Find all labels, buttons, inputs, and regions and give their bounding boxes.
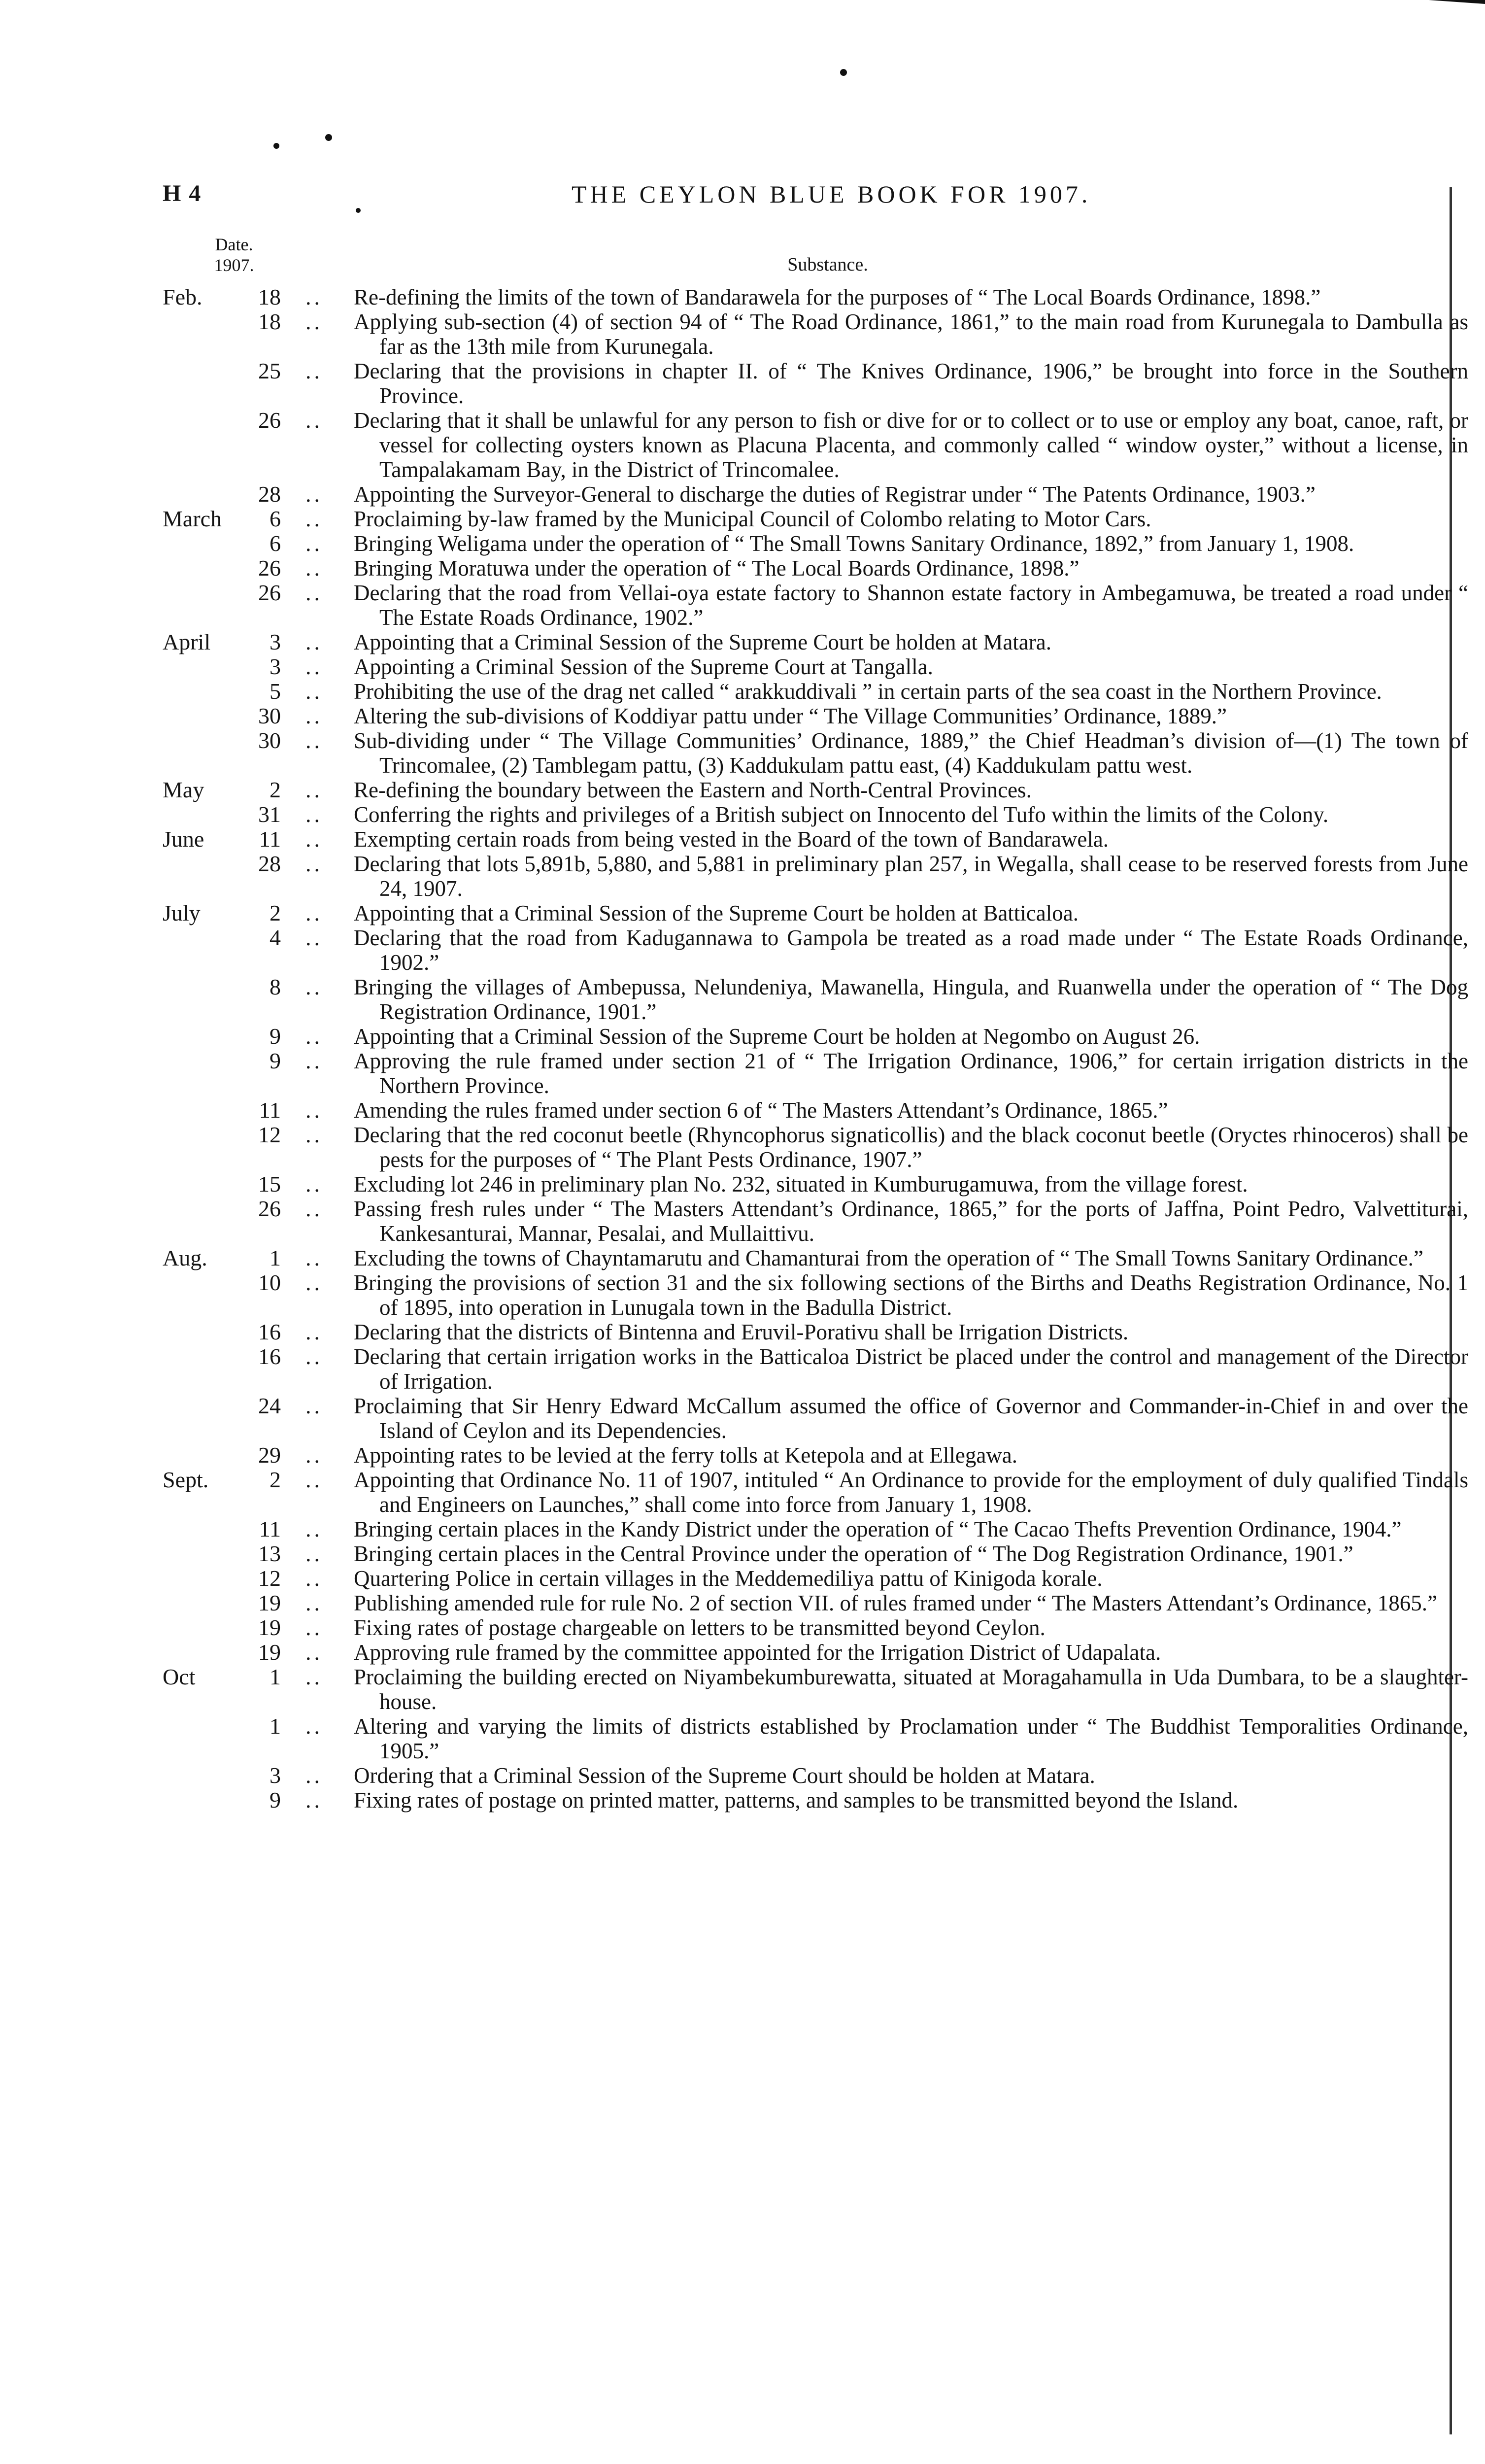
entry-text: Appointing that a Criminal Session of the Supreme Court be holden at Matara. — [354, 630, 1051, 654]
page-corner-mark — [1411, 0, 1485, 19]
entry-day: 2 — [270, 777, 281, 802]
gazette-entry — [148, 358, 1468, 408]
gazette-entry — [148, 1640, 1439, 1665]
entry-text: Bringing the villages of Ambepussa, Nelundeniya, Mawanella, Hingula, and Ruanwella under the operation of “ The Dog Registration Ordinance, 1901.” — [354, 975, 1468, 1024]
entry-text: Appointing that a Criminal Session of the Supreme Court be holden at Negombo on August 26. — [354, 1024, 1200, 1049]
gazette-entry — [148, 704, 1439, 728]
entry-month: Sept. — [163, 1467, 209, 1492]
entry-text: Appointing the Surveyor-General to discharge the duties of Registrar under “ The Patents Ordinance, 1903.” — [354, 482, 1316, 507]
entry-text: Declaring that certain irrigation works in the Batticaloa District be placed under the control and management of the Director of Irrigation. — [354, 1344, 1468, 1394]
gazette-entry — [148, 408, 1468, 482]
gazette-entry — [148, 1098, 1439, 1123]
entry-text: Bringing certain places in the Central Province under the operation of “ The Dog Registration Ordinance, 1901.” — [354, 1541, 1353, 1566]
leader-dots: .. — [305, 1467, 323, 1492]
ink-speck — [273, 143, 279, 149]
leader-dots: .. — [305, 728, 323, 753]
leader-dots: .. — [305, 1516, 323, 1541]
entry-text: Bringing certain places in the Kandy District under the operation of “ The Cacao Thefts Prevention Ordinance, 1904.” — [354, 1517, 1402, 1541]
entry-day: 25 — [258, 358, 281, 383]
entry-month: May — [163, 777, 204, 802]
gazette-entry — [148, 1443, 1439, 1468]
leader-dots: .. — [305, 309, 323, 334]
entry-day: 9 — [270, 1048, 281, 1073]
page-reference: H 4 — [163, 180, 202, 206]
entry-text: Declaring that the road from Kadugannawa to Gampola be treated as a road made under “ The Estate Roads Ordinance, 1902.” — [354, 925, 1468, 975]
leader-dots: .. — [305, 1664, 323, 1689]
entry-day: 26 — [258, 1196, 281, 1221]
gazette-entry — [148, 1393, 1468, 1443]
entry-text: Appointing that a Criminal Session of the Supreme Court be holden at Batticaloa. — [354, 901, 1079, 925]
entry-text: Conferring the rights and privileges of a British subject on Innocento del Tufo within the limits of the Colony. — [354, 802, 1329, 827]
entry-day: 4 — [270, 925, 281, 950]
entry-day: 30 — [258, 703, 281, 728]
leader-dots: .. — [305, 580, 323, 605]
leader-dots: .. — [305, 629, 323, 654]
entry-text: Altering the sub-divisions of Koddiyar pattu under “ The Village Communities’ Ordinance, 1889.” — [354, 704, 1227, 728]
leader-dots: .. — [305, 1319, 323, 1344]
entry-text: Appointing a Criminal Session of the Supreme Court at Tangalla. — [354, 654, 933, 679]
leader-dots: .. — [305, 1344, 323, 1369]
gazette-entry — [148, 1048, 1468, 1098]
entry-text: Re-defining the boundary between the Eastern and North-Central Provinces. — [354, 778, 1032, 802]
leader-dots: .. — [305, 284, 323, 309]
entry-day: 28 — [258, 851, 281, 876]
leader-dots: .. — [305, 1196, 323, 1221]
entry-text: Bringing Weligama under the operation of “ The Small Towns Sanitary Ordinance, 1892,” from January 1, 1908. — [354, 531, 1354, 556]
entry-month: June — [163, 826, 204, 852]
leader-dots: .. — [305, 408, 323, 433]
entry-text: Publishing amended rule for rule No. 2 of section VII. of rules framed under “ The Masters Attendant’s Ordinance, 1865.” — [354, 1591, 1438, 1615]
leader-dots: .. — [305, 481, 323, 507]
entry-day: 10 — [258, 1270, 281, 1295]
leader-dots: .. — [305, 654, 323, 679]
gazette-entry — [148, 556, 1439, 581]
gazette-entry — [148, 507, 1439, 531]
entry-text: Excluding lot 246 in preliminary plan No. 232, situated in Kumburugamuwa, from the village forest. — [354, 1172, 1248, 1197]
leader-dots: .. — [305, 1024, 323, 1049]
ink-speck — [325, 134, 332, 141]
page-header — [163, 180, 1444, 214]
entry-day: 16 — [258, 1319, 281, 1344]
gazette-entry — [148, 728, 1468, 778]
entry-day: 1 — [270, 1245, 281, 1270]
entry-text: Altering and varying the limits of districts established by Proclamation under “ The Buddhist Temporalities Ordinance, 1905.” — [354, 1714, 1468, 1763]
gazette-entry — [148, 1270, 1468, 1320]
entry-month: Feb. — [163, 284, 202, 309]
leader-dots: .. — [305, 1541, 323, 1566]
entry-day: 2 — [270, 900, 281, 925]
entry-day: 29 — [258, 1442, 281, 1468]
entry-text: Declaring that the districts of Bintenna and Eruvil-Porativu shall be Irrigation Districts. — [354, 1320, 1129, 1344]
substance-column-heading: Substance. — [787, 254, 868, 275]
entry-text: Re-defining the limits of the town of Bandarawela for the purposes of “ The Local Boards Ordinance, 1898.” — [354, 285, 1321, 309]
gazette-entry — [148, 1788, 1439, 1813]
entry-day: 11 — [259, 1516, 281, 1541]
gazette-entry — [148, 1566, 1439, 1591]
entry-text: Declaring that the road from Vellai-oya estate factory to Shannon estate factory in Ambegamuwa, be treated a road under “ The Estate Roads Ordinance, 1902.” — [354, 581, 1468, 630]
entry-text: Declaring that the provisions in chapter II. of “ The Knives Ordinance, 1906,” be brought into force in the Southern Province. — [354, 359, 1468, 408]
gazette-entry — [148, 1024, 1439, 1049]
leader-dots: .. — [305, 900, 323, 925]
gazette-entry — [148, 1517, 1439, 1541]
entry-text: Excluding the towns of Chayntamarutu and Chamanturai from the operation of “ The Small Towns Sanitary Ordinance.” — [354, 1246, 1423, 1270]
gazette-entry — [148, 679, 1439, 704]
leader-dots: .. — [305, 1097, 323, 1123]
entry-day: 1 — [270, 1713, 281, 1739]
gazette-entry — [148, 1763, 1439, 1788]
entry-month: March — [163, 506, 222, 531]
entry-text: Fixing rates of postage chargeable on letters to be transmitted beyond Ceylon. — [354, 1615, 1046, 1640]
entry-day: 19 — [258, 1640, 281, 1665]
entry-text: Appointing that Ordinance No. 11 of 1907, intituled “ An Ordinance to provide for the employment of duly qualified Tindals and Engineers on Launches,” shall come into force from January 1, 1908. — [354, 1468, 1468, 1517]
entry-day: 30 — [258, 728, 281, 753]
entry-day: 9 — [270, 1787, 281, 1813]
leader-dots: .. — [305, 1270, 323, 1295]
gazette-entry — [148, 531, 1439, 556]
entries-list — [148, 284, 1468, 1813]
leader-dots: .. — [305, 1787, 323, 1813]
gazette-entry — [148, 925, 1468, 975]
entry-text: Amending the rules framed under section 6 of “ The Masters Attendant’s Ordinance, 1865.” — [354, 1098, 1168, 1123]
leader-dots: .. — [305, 703, 323, 728]
leader-dots: .. — [305, 925, 323, 950]
entry-day: 26 — [258, 580, 281, 605]
entry-day: 24 — [258, 1393, 281, 1418]
entry-text: Declaring that it shall be unlawful for any person to fish or dive for or to collect or to use or employ any boat, canoe, raft, or vessel for collecting oysters known as Placuna Placenta, and commonly called “ window oyster,” without a license, in Tampalakamam Bay, in the District of Trincomalee. — [354, 408, 1468, 482]
entry-day: 1 — [270, 1664, 281, 1689]
entry-day: 26 — [258, 555, 281, 581]
entry-text: Proclaiming the building erected on Niyambekumburewatta, situated at Moragahamulla in Uda Dumbara, to be a slaughter-house. — [354, 1665, 1468, 1714]
entry-day: 5 — [270, 679, 281, 704]
entry-day: 16 — [258, 1344, 281, 1369]
leader-dots: .. — [305, 1566, 323, 1591]
gazette-entry — [148, 1615, 1439, 1640]
leader-dots: .. — [305, 358, 323, 383]
entry-month: April — [163, 629, 211, 654]
entry-day: 12 — [258, 1122, 281, 1147]
leader-dots: .. — [305, 1171, 323, 1197]
gazette-entry — [148, 580, 1468, 630]
entry-text: Bringing Moratuwa under the operation of “ The Local Boards Ordinance, 1898.” — [354, 556, 1080, 581]
entry-month: Aug. — [163, 1245, 207, 1270]
gazette-entry — [148, 851, 1468, 901]
entry-day: 11 — [259, 1097, 281, 1123]
ink-speck — [840, 69, 847, 76]
entry-text: Appointing rates to be levied at the ferry tolls at Ketepola and at Ellegawa. — [354, 1443, 1018, 1468]
leader-dots: .. — [305, 802, 323, 827]
gazette-entry — [148, 1467, 1468, 1517]
gazette-entry — [148, 1664, 1468, 1714]
entry-text: Fixing rates of postage on printed matter, patterns, and samples to be transmitted beyond the Island. — [354, 1788, 1239, 1813]
gazette-entry — [148, 654, 1439, 679]
entry-text: Sub-dividing under “ The Village Communities’ Ordinance, 1889,” the Chief Headman’s division of—(1) The town of Trincomalee, (2) Tamblegam pattu, (3) Kaddukulam pattu east, (4) Kaddukulam pattu west. — [354, 728, 1468, 778]
entry-text: Exempting certain roads from being vested in the Board of the town of Bandarawela. — [354, 827, 1109, 852]
leader-dots: .. — [305, 1615, 323, 1640]
gazette-entry — [148, 802, 1439, 827]
gazette-entry — [148, 1196, 1468, 1246]
entry-day: 11 — [259, 826, 281, 852]
entry-day: 19 — [258, 1615, 281, 1640]
entry-text: Quartering Police in certain villages in the Meddemediliya pattu of Kinigoda korale. — [354, 1566, 1103, 1591]
entry-text: Prohibiting the use of the drag net called “ arakkuddivali ” in certain parts of the sea coast in the Northern Province. — [354, 679, 1382, 704]
entry-text: Approving the rule framed under section 21 of “ The Irrigation Ordinance, 1906,” for certain irrigation districts in the Northern Province. — [354, 1049, 1468, 1098]
entry-day: 18 — [258, 284, 281, 309]
leader-dots: .. — [305, 851, 323, 876]
entry-text: Applying sub-section (4) of section 94 of “ The Road Ordinance, 1861,” to the main road from Kurunegala to Dambulla as far as the 13th mile from Kurunegala. — [354, 309, 1468, 359]
entry-text: Bringing the provisions of section 31 and the six following sections of the Births and Deaths Registration Ordinance, No. 1 of 1895, into operation in Lunugala town in the Badulla District. — [354, 1270, 1468, 1320]
entry-day: 15 — [258, 1171, 281, 1197]
entry-day: 13 — [258, 1541, 281, 1566]
gazette-entry — [148, 974, 1468, 1024]
entry-day: 2 — [270, 1467, 281, 1492]
leader-dots: .. — [305, 1245, 323, 1270]
leader-dots: .. — [305, 1640, 323, 1665]
entry-text: Passing fresh rules under “ The Masters Attendant’s Ordinance, 1865,” for the ports of Jaffna, Point Pedro, Valvettiturai, Kankesanturai, Mannar, Pesalai, and Mullaittivu. — [354, 1197, 1468, 1246]
entry-text: Ordering that a Criminal Session of the Supreme Court should be holden at Matara. — [354, 1763, 1095, 1788]
running-title: THE CEYLON BLUE BOOK FOR 1907. — [572, 180, 1091, 208]
entry-day: 3 — [270, 654, 281, 679]
leader-dots: .. — [305, 777, 323, 802]
gazette-entry — [148, 285, 1439, 309]
entry-month: Oct — [163, 1664, 196, 1689]
gazette-entry — [148, 1320, 1439, 1344]
entry-day: 6 — [270, 531, 281, 556]
leader-dots: .. — [305, 506, 323, 531]
date-column-heading — [195, 234, 273, 275]
gazette-entry — [148, 1172, 1439, 1197]
date-label: Date. — [215, 235, 253, 254]
gazette-entry — [148, 1713, 1468, 1763]
gazette-entry — [148, 1122, 1468, 1172]
gazette-entry — [148, 482, 1439, 507]
leader-dots: .. — [305, 1122, 323, 1147]
entry-day: 31 — [258, 802, 281, 827]
gazette-entry — [148, 630, 1439, 654]
leader-dots: .. — [305, 1590, 323, 1615]
entry-text: Approving rule framed by the committee appointed for the Irrigation District of Udapalata. — [354, 1640, 1161, 1665]
leader-dots: .. — [305, 679, 323, 704]
entry-text: Proclaiming that Sir Henry Edward McCallum assumed the office of Governor and Commander-in-Chief in and over the Island of Ceylon and its Dependencies. — [354, 1394, 1468, 1443]
entry-month: July — [163, 900, 201, 925]
gazette-entry — [148, 827, 1439, 852]
entry-text: Proclaiming by-law framed by the Municipal Council of Colombo relating to Motor Cars. — [354, 507, 1151, 531]
entry-day: 26 — [258, 408, 281, 433]
leader-dots: .. — [305, 555, 323, 581]
gazette-entry — [148, 1591, 1439, 1615]
leader-dots: .. — [305, 1393, 323, 1418]
entry-day: 18 — [258, 309, 281, 334]
gazette-entry — [148, 1344, 1468, 1394]
entry-day: 3 — [270, 1763, 281, 1788]
leader-dots: .. — [305, 531, 323, 556]
entry-day: 12 — [258, 1566, 281, 1591]
entry-day: 19 — [258, 1590, 281, 1615]
entry-day: 8 — [270, 974, 281, 999]
leader-dots: .. — [305, 1763, 323, 1788]
entry-day: 9 — [270, 1024, 281, 1049]
entry-day: 3 — [270, 629, 281, 654]
leader-dots: .. — [305, 826, 323, 852]
year-label: 1907. — [214, 255, 254, 275]
entry-day: 6 — [270, 506, 281, 531]
gazette-entry — [148, 309, 1468, 359]
leader-dots: .. — [305, 1048, 323, 1073]
gazette-entry — [148, 778, 1439, 802]
leader-dots: .. — [305, 1713, 323, 1739]
entry-text: Declaring that lots 5,891b, 5,880, and 5,881 in preliminary plan 257, in Wegalla, shall cease to be reserved forests from June 24, 1907. — [354, 852, 1468, 901]
leader-dots: .. — [305, 974, 323, 999]
gazette-entry — [148, 901, 1439, 925]
gazette-entry — [148, 1246, 1439, 1270]
entry-day: 28 — [258, 481, 281, 507]
gazette-entry — [148, 1541, 1439, 1566]
leader-dots: .. — [305, 1442, 323, 1468]
entry-text: Declaring that the red coconut beetle (Rhyncophorus signaticollis) and the black coconut beetle (Oryctes rhinoceros) shall be pests for the purposes of “ The Plant Pests Ordinance, 1907.” — [354, 1123, 1468, 1172]
